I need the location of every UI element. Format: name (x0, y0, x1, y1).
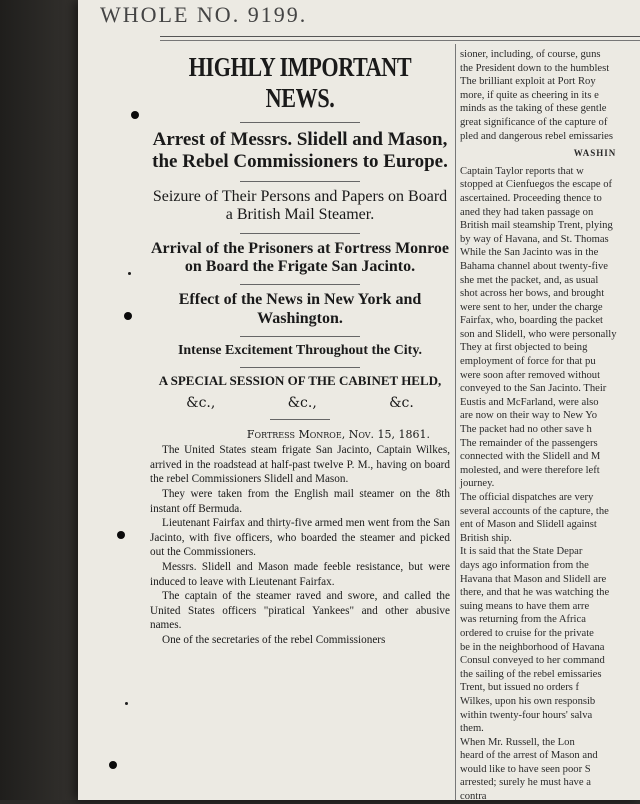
deck-headline: Arrival of the Prisoners at Fortress Monroe on Board the Frigate San Jacinto. (151, 239, 449, 275)
column-line: shot across her bows, and brought (460, 288, 605, 300)
body-paragraph: Messrs. Slidell and Mason made feeble resistance, but were induced to leave with Lieutenant Fairfax. (150, 560, 450, 588)
divider (240, 122, 360, 123)
column-line: them. (460, 723, 484, 735)
column-line: ent of Mason and Slidell against (460, 519, 597, 531)
column-line: Consul conveyed to her command (460, 655, 605, 667)
column-line: While the San Jacinto was in the (460, 247, 599, 259)
column-line: ascertained. Proceeding thence to (460, 192, 602, 204)
column-line: British ship. (460, 532, 512, 544)
etc-item: &c., (287, 395, 317, 412)
divider (160, 40, 640, 41)
binding-hole (131, 111, 139, 119)
divider (270, 419, 330, 420)
etc-line (150, 395, 450, 411)
body-paragraph: One of the secretaries of the rebel Commissioners (162, 633, 386, 646)
column-line: are now on their way to New Yo (460, 410, 598, 422)
column-line: were soon after removed without (460, 369, 601, 381)
column-line: connected with the Slidell and M (460, 451, 601, 463)
deck-headline: Seizure of Their Persons and Papers on Board a British Mail Steamer. (152, 187, 448, 224)
body-paragraph: Lieutenant Fairfax and thirty-five armed men went from the San Jacinto, with five officers, who boarded the steamer and picked out the Commissioners. (150, 517, 450, 559)
masthead: WHOLE NO. 9199. (100, 2, 308, 27)
deck-headline: Intense Excitement Throughout the City. (177, 343, 423, 359)
column-line: Eustis and McFarland, were also (460, 396, 599, 408)
column-text-bottom (460, 165, 640, 804)
column-line: Trent, but issued no orders f (460, 682, 580, 694)
column-line: the sailing of the rebel emissaries (460, 668, 602, 680)
divider (240, 336, 360, 337)
column-line: arrested; surely he must have a (460, 777, 591, 789)
column-line: great significance of the capture of (460, 116, 608, 128)
column-line: conveyed to the San Jacinto. Their (460, 383, 607, 395)
column-line: were sent to her, under the charge (460, 301, 603, 313)
divider (240, 233, 360, 234)
column-line: Bahama channel about twenty-five (460, 260, 608, 272)
binding-hole (117, 531, 125, 539)
column-line: The packet had no other save h (460, 424, 592, 436)
body-paragraph: The captain of the steamer raved and swore, and called the United States officers "piratical Yankees" and other abusive names. (150, 590, 450, 632)
divider (160, 36, 640, 37)
column-line: They at first objected to being (460, 342, 588, 354)
column-line: Fairfax, who, boarding the packet (460, 315, 603, 327)
column-line: son and Slidell, who were personally (460, 328, 617, 340)
column-line: she met the packet, and, as usual (460, 274, 599, 286)
column-line: British mail steamship Trent, plying (460, 220, 613, 232)
paper-speck (128, 272, 131, 275)
deck-headline: A SPECIAL SESSION OF THE CABINET HELD, (158, 373, 442, 389)
column-text-top (460, 48, 640, 143)
body-paragraph: The United States steam frigate San Jacinto, Captain Wilkes, arrived in the roadstead at half-past twelve P. M., having on board the rebel Commissioners Slidell and Mason. (150, 444, 450, 486)
column-line: days ago information from the (460, 559, 589, 571)
column-line: ordered to cruise for the private (460, 627, 594, 639)
column-line: there, and that he was watching the (460, 587, 610, 599)
column-line: by way of Havana, and St. Thomas (460, 233, 609, 245)
main-headline: HIGHLY IMPORTANT NEWS. (188, 52, 412, 114)
article-column (150, 48, 450, 647)
column-line: Havana that Mason and Slidell are (460, 573, 607, 585)
deck-headline: Effect of the News in New York and Washington. (178, 291, 422, 327)
column-line: be in the neighborhood of Havana (460, 641, 605, 653)
column-rule (455, 44, 456, 800)
paper-speck (125, 702, 128, 705)
column-line: heard of the arrest of Mason and (460, 750, 598, 762)
column-line: was returning from the Africa (460, 614, 586, 626)
column-line: It is said that the State Depar (460, 546, 583, 558)
column-line: pled and dangerous rebel emissaries (460, 130, 613, 142)
etc-item: &c. (389, 395, 414, 412)
column-line: The remainder of the passengers (460, 437, 598, 449)
column-line: Captain Taylor reports that w (460, 165, 584, 177)
binding-hole (109, 761, 117, 769)
column-line: contra (460, 791, 487, 803)
column-line: minds as the taking of these gentle (460, 103, 607, 115)
column-line: journey. (460, 478, 495, 490)
adjacent-column (460, 48, 640, 804)
column-line: The official dispatches are very (460, 492, 594, 503)
column-line: employment of force for that pu (460, 356, 596, 368)
column-line: When Mr. Russell, the Lon (460, 736, 575, 748)
column-line: within twenty-four hours' salva (460, 709, 593, 721)
divider (240, 181, 360, 182)
column-line: would like to have seen poor S (460, 763, 591, 775)
column-line: the President down to the humblest (460, 62, 610, 74)
column-line: The brilliant exploit at Port Roy (460, 76, 596, 88)
etc-item: &c., (186, 395, 216, 412)
column-line: more, if quite as cheering in its e (460, 89, 599, 101)
column-line: several accounts of the capture, the (460, 505, 609, 517)
column-line: stopped at Cienfuegos the escape of (460, 179, 613, 191)
column-subhead: WASHIN (573, 148, 617, 159)
body-paragraph: They were taken from the English mail steamer on the 8th instant off Bermuda. (150, 487, 450, 515)
deck-headline: Arrest of Messrs. Slidell and Mason, the Rebel Commissioners to Europe. (152, 129, 448, 172)
divider (240, 367, 360, 368)
divider (240, 284, 360, 285)
column-line: aned they had taken passage on (460, 206, 594, 218)
column-line: Wilkes, upon his own responsib (460, 695, 596, 707)
column-line: suing means to have them arre (460, 600, 590, 612)
dateline: Fortress Monroe, Nov. 15, 1861. (246, 428, 430, 442)
column-line: molested, and were therefore left (460, 464, 600, 476)
column-line: sioner, including, of course, guns (460, 49, 601, 60)
binding-hole (124, 312, 132, 320)
